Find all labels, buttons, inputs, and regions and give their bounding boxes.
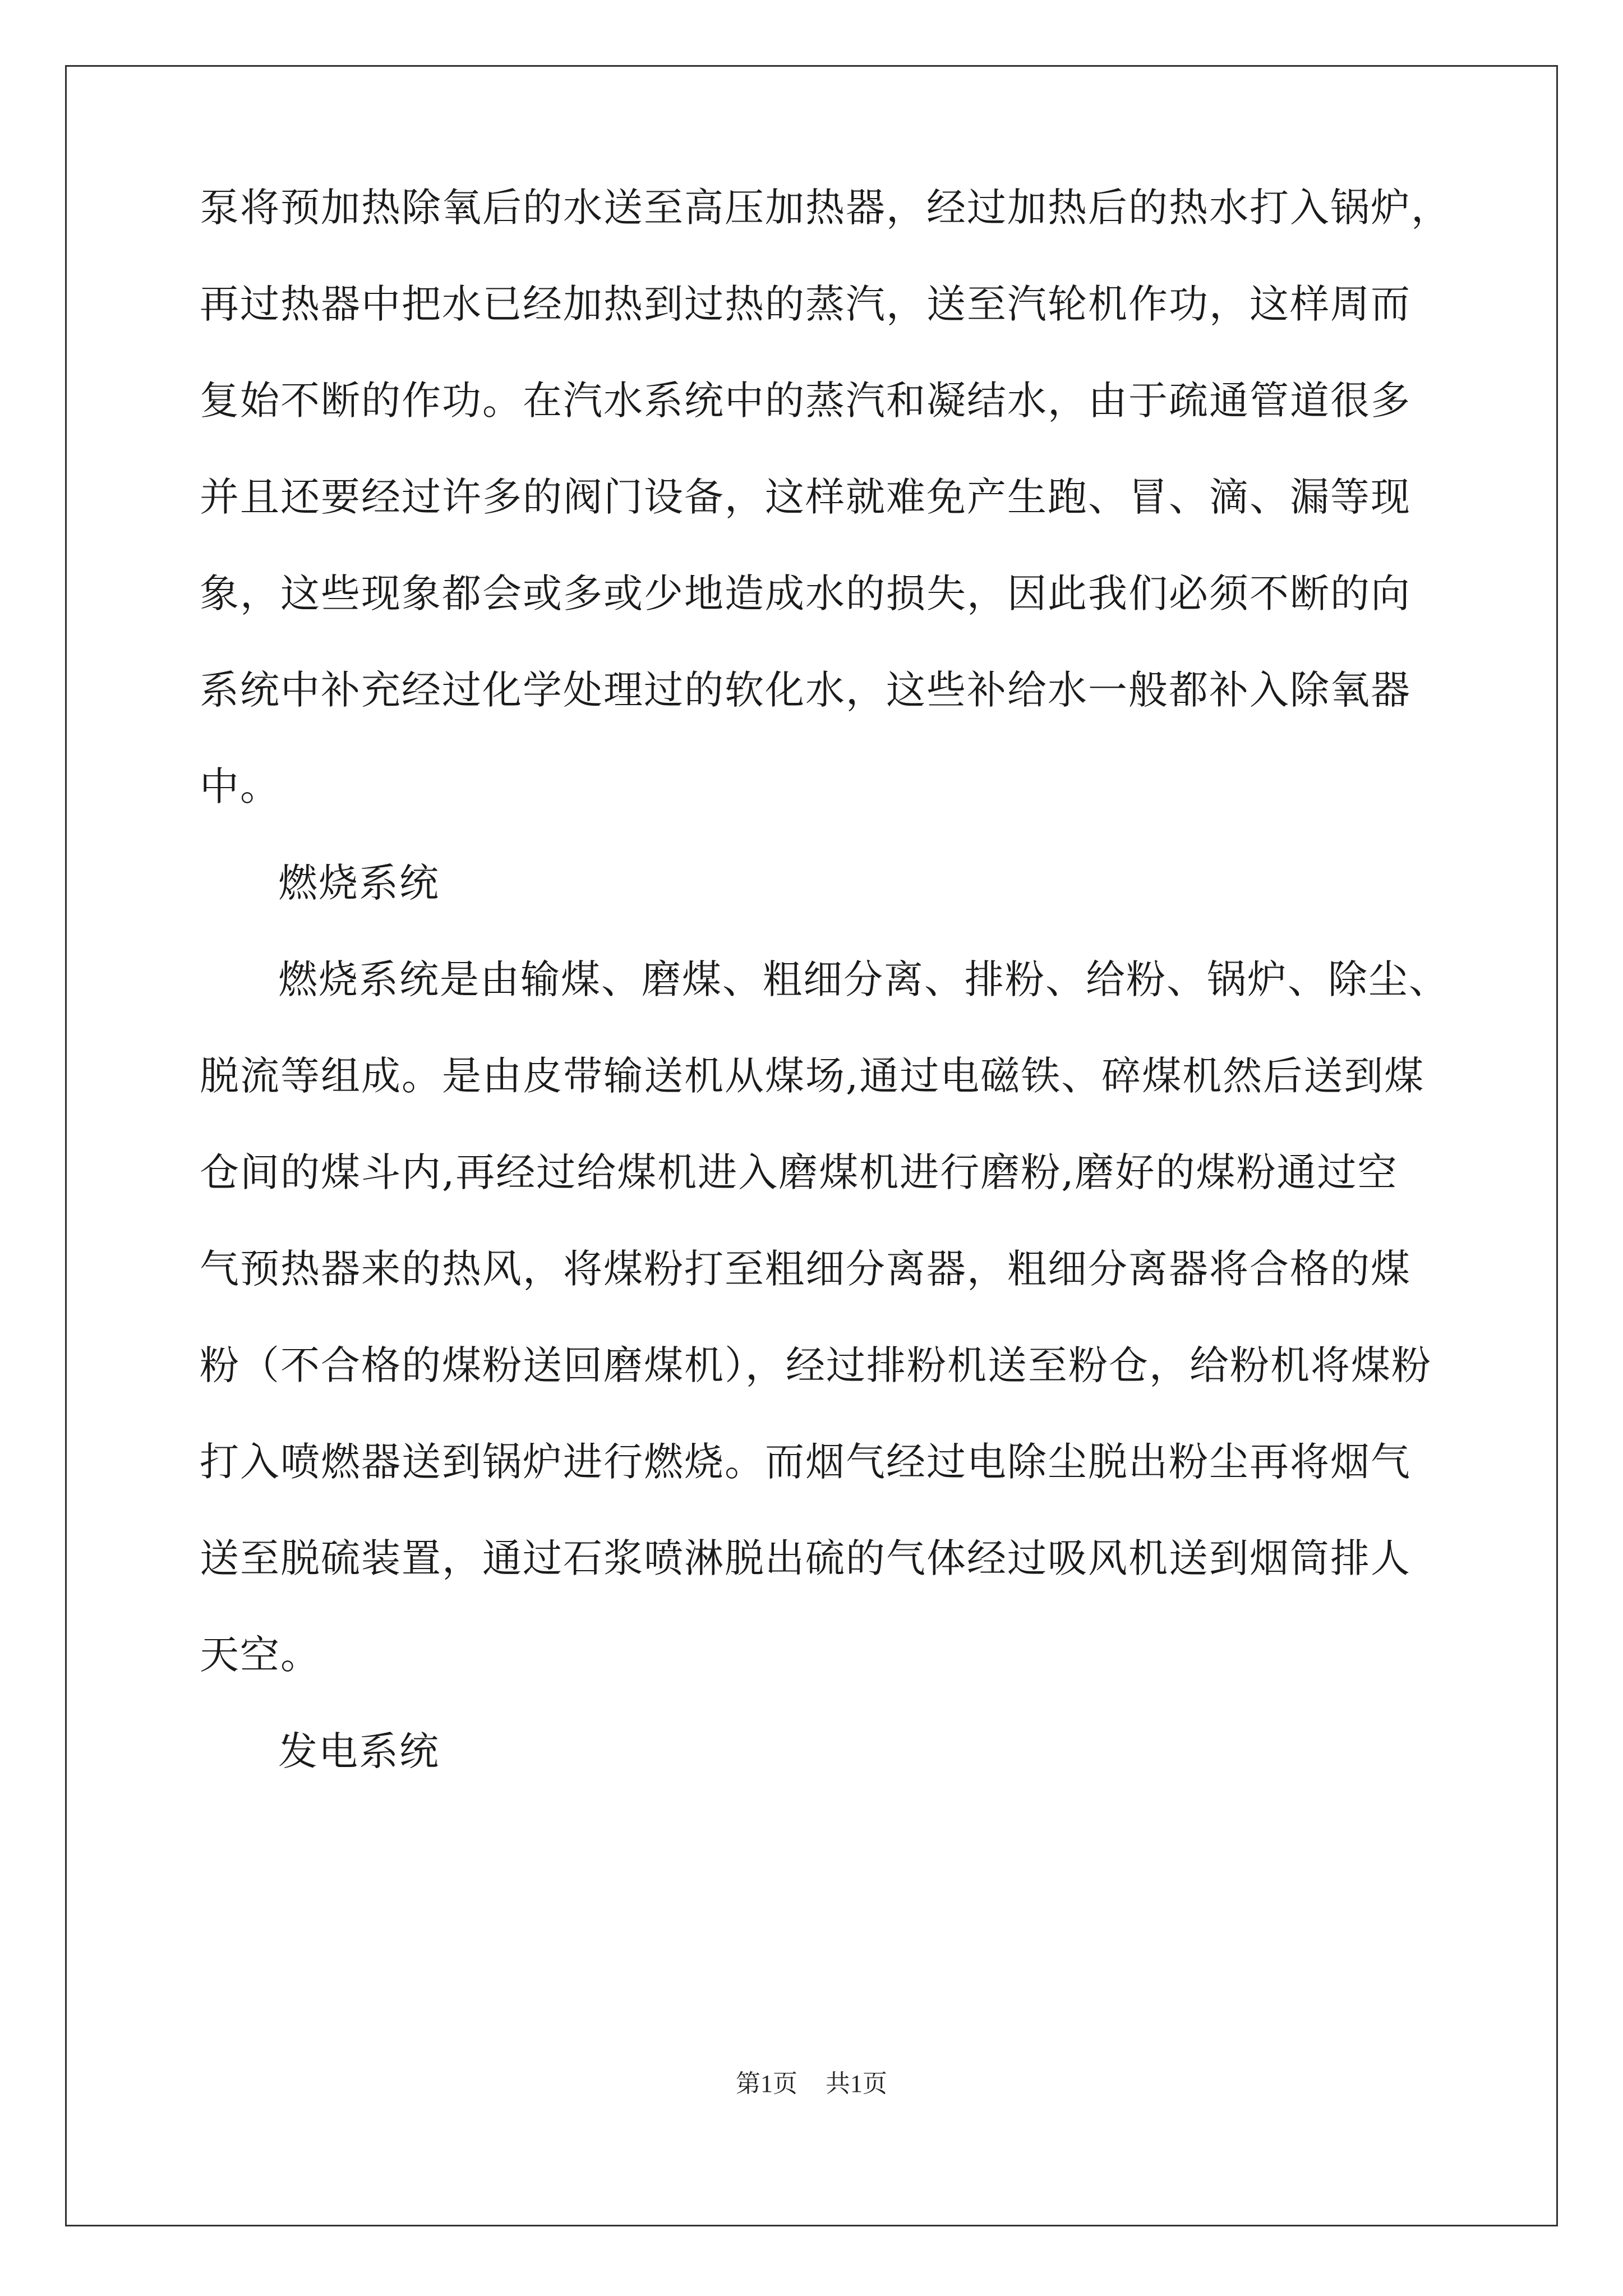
- paragraph-line: 泵将预加热除氧后的水送至高压加热器，经过加热后的热水打入锅炉，: [200, 185, 1451, 231]
- page-number: 第1页: [736, 2070, 797, 2097]
- paragraph-line: 复始不断的作功。在汽水系统中的蒸汽和凝结水，由于疏通管道很多: [200, 378, 1411, 424]
- page-footer: [0, 2070, 1623, 2098]
- paragraph-line: 再过热器中把水已经加热到过热的蒸汽，送至汽轮机作功，这样周而: [200, 281, 1411, 327]
- paragraph-line: 气预热器来的热风，将煤粉打至粗细分离器，粗细分离器将合格的煤: [200, 1246, 1411, 1292]
- section-heading-power: 发电系统: [278, 1728, 440, 1774]
- paragraph-line: 粉（不合格的煤粉送回磨煤机），经过排粉机送至粉仓，给粉机将煤粉: [200, 1342, 1432, 1388]
- paragraph-line: 打入喷燃器送到锅炉进行燃烧。而烟气经过电除尘脱出粉尘再将烟气: [200, 1439, 1411, 1485]
- paragraph-line: 象，这些现象都会或多或少地造成水的损失，因此我们必须不断的向: [200, 570, 1411, 616]
- paragraph-line: 燃烧系统是由输煤、磨煤、粗细分离、排粉、给粉、锅炉、除尘、: [278, 956, 1449, 1002]
- paragraph-line: 并且还要经过许多的阀门设备，这样就难免产生跑、冒、滴、漏等现: [200, 474, 1411, 520]
- document-body: [200, 185, 1478, 1825]
- paragraph-line: 中。: [200, 763, 280, 809]
- page-total: 共1页: [826, 2070, 887, 2097]
- paragraph-line: 送至脱硫装置，通过石浆喷淋脱出硫的气体经过吸风机送到烟筒排人: [200, 1535, 1411, 1581]
- section-heading-combustion: 燃烧系统: [278, 860, 440, 906]
- paragraph-line: 天空。: [200, 1632, 321, 1678]
- paragraph-line: 仓间的煤斗内,再经过给煤机进入磨煤机进行磨粉,磨好的煤粉通过空: [200, 1149, 1398, 1195]
- paragraph-line: 系统中补充经过化学处理过的软化水，这些补给水一般都补入除氧器: [200, 667, 1411, 713]
- paragraph-line: 脱流等组成。是由皮带输送机从煤场,通过电磁铁、碎煤机然后送到煤: [200, 1053, 1425, 1099]
